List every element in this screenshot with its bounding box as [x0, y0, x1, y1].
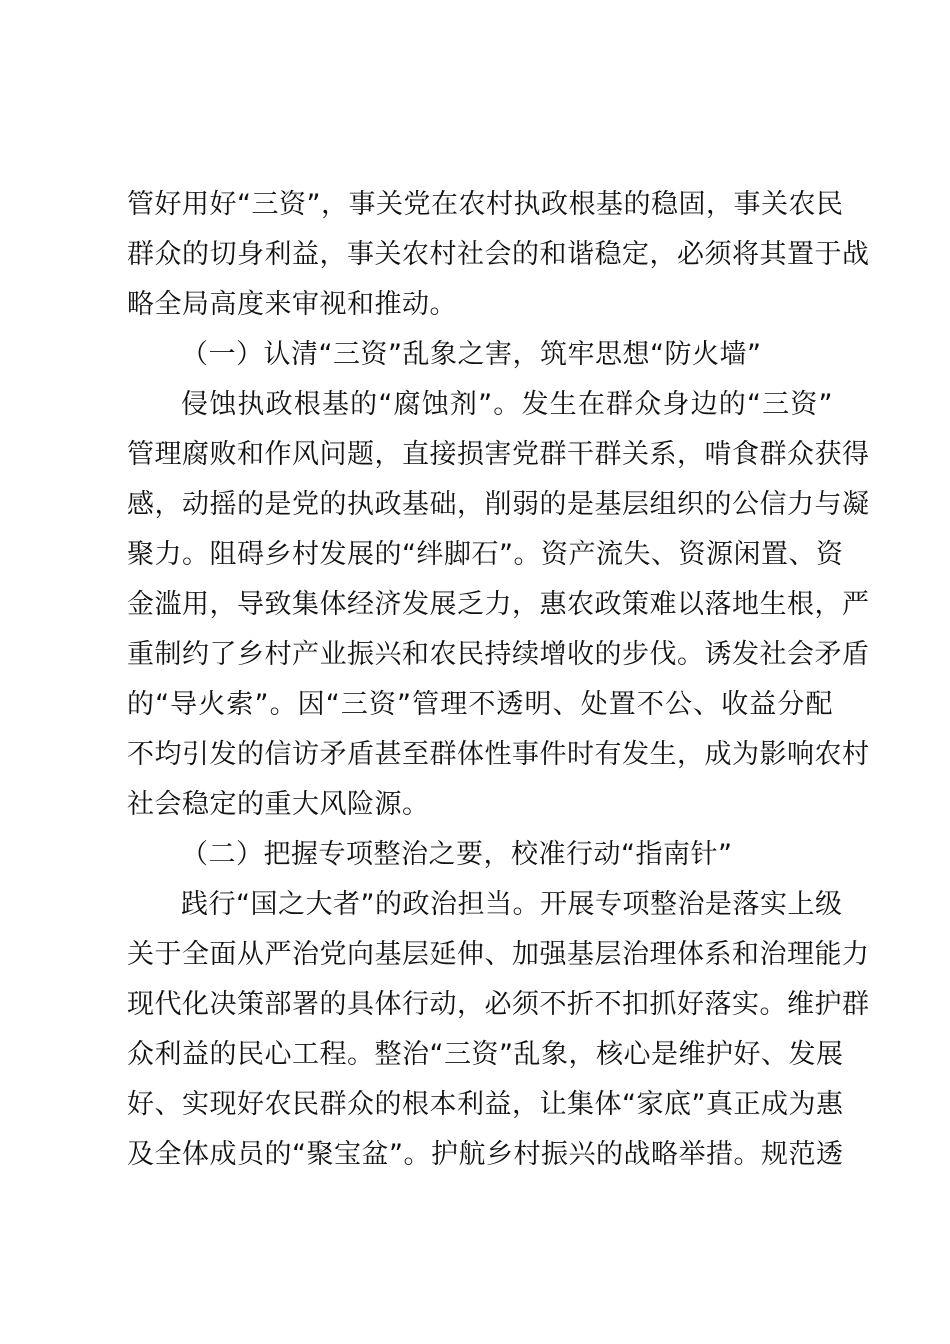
- text-line: 好、实现好农民群众的根本利益，让集体“家底”真正成为惠: [127, 1089, 844, 1120]
- text-line: 关于全面从严治党向基层延伸、加强基层治理体系和治理能力: [127, 939, 870, 970]
- text-line: 群众的切身利益，事关农村社会的和谐稳定，必须将其置于战: [127, 239, 870, 270]
- text-line: 不均引发的信访矛盾甚至群体性事件时有发生，成为影响农村: [127, 739, 870, 770]
- text-line: 管理腐败和作风问题，直接损害党群干群关系，啃食群众获得: [127, 439, 870, 470]
- section-heading-2: （二）把握专项整治之要，校准行动“指南针”: [181, 839, 733, 870]
- text-line: 众利益的民心工程。整治“三资”乱象，核心是维护好、发展: [127, 1039, 844, 1070]
- text-line: 社会稳定的重大风险源。: [127, 789, 430, 820]
- section-heading-1: （一）认清“三资”乱象之害，筑牢思想“防火墙”: [181, 339, 762, 370]
- text-line: 金滥用，导致集体经济发展乏力，惠农政策难以落地生根，严: [127, 589, 870, 620]
- text-line: 践行“国之大者”的政治担当。开展专项整治是落实上级: [181, 889, 843, 920]
- text-line: 聚力。阻碍乡村发展的“绊脚石”。资产流失、资源闲置、资: [127, 539, 844, 570]
- text-line: 重制约了乡村产业振兴和农民持续增收的步伐。诱发社会矛盾: [127, 639, 870, 670]
- text-line: 现代化决策部署的具体行动，必须不折不扣抓好落实。维护群: [127, 989, 870, 1020]
- text-line: 略全局高度来审视和推动。: [127, 289, 457, 320]
- document-body: [127, 180, 870, 1180]
- text-line: 的“导火索”。因“三资”管理不透明、处置不公、收益分配: [127, 689, 833, 720]
- text-line: 侵蚀执政根基的“腐蚀剂”。发生在群众身边的“三资”: [181, 389, 833, 420]
- text-line: 管好用好“三资”，事关党在农村执政根基的稳固，事关农民: [127, 189, 844, 220]
- text-line: 及全体成员的“聚宝盆”。护航乡村振兴的战略举措。规范透: [127, 1139, 844, 1170]
- text-line: 感，动摇的是党的执政基础，削弱的是基层组织的公信力与凝: [127, 489, 870, 520]
